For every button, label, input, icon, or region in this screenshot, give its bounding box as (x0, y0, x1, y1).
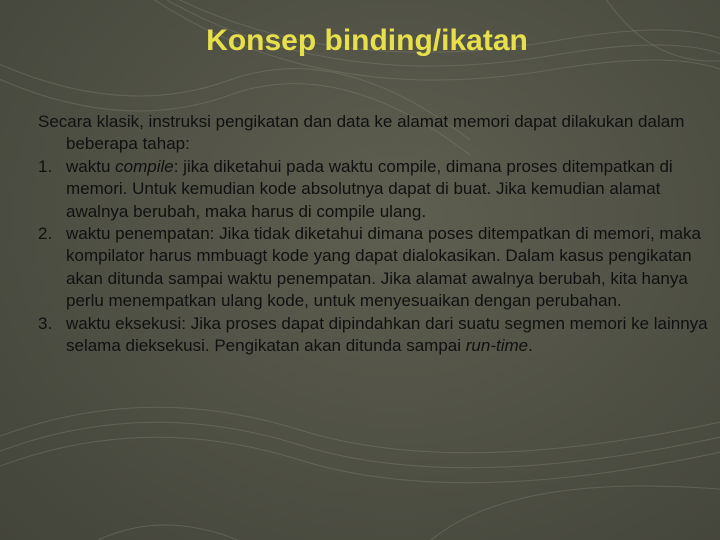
step-number: 2. (38, 224, 53, 244)
step-term: run-time (465, 336, 529, 356)
step-number: 1. (38, 156, 53, 176)
step-lead: waktu penempatan: Jika tidak diketahui dimana poses ditempatkan di memori, maka kompilator harus mmbuagt kode yang dapat dialokasikan. Dalam kasus pengikatan akan ditunda sampai waktu penempatan. Jika alamat awalnya berubah, kita hanya perlu menempatkan ulang kode, untuk menyesuaikan dengan perubahan. (66, 224, 702, 311)
intro-text: Secara klasik, instruksi pengikatan dan data ke alamat memori dapat dilakukan dalam beberapa tahap: (38, 112, 685, 154)
step-tail: . (528, 336, 533, 356)
binding-steps-list (38, 156, 710, 358)
step-lead: waktu (66, 156, 116, 176)
step-text: : jika diketahui pada waktu compile, dimana proses ditempatkan di memori. Untuk kemudian kode absolutnya dapat di buat. Jika kemudian alamat awalnya berubah, maka harus di compile ulang. (66, 156, 673, 221)
list-item (38, 223, 710, 313)
step-number: 3. (38, 313, 53, 333)
slide-title: Konsep binding/ikatan (206, 24, 528, 57)
list-item (38, 313, 710, 358)
step-term: compile (115, 156, 174, 176)
slide-body (38, 111, 710, 357)
step-lead: waktu eksekusi: Jika proses dapat dipindahkan dari suatu segmen memori ke lainnya selama dieksekusi. Pengikatan akan ditunda sampai (66, 313, 708, 356)
list-item (38, 156, 710, 223)
